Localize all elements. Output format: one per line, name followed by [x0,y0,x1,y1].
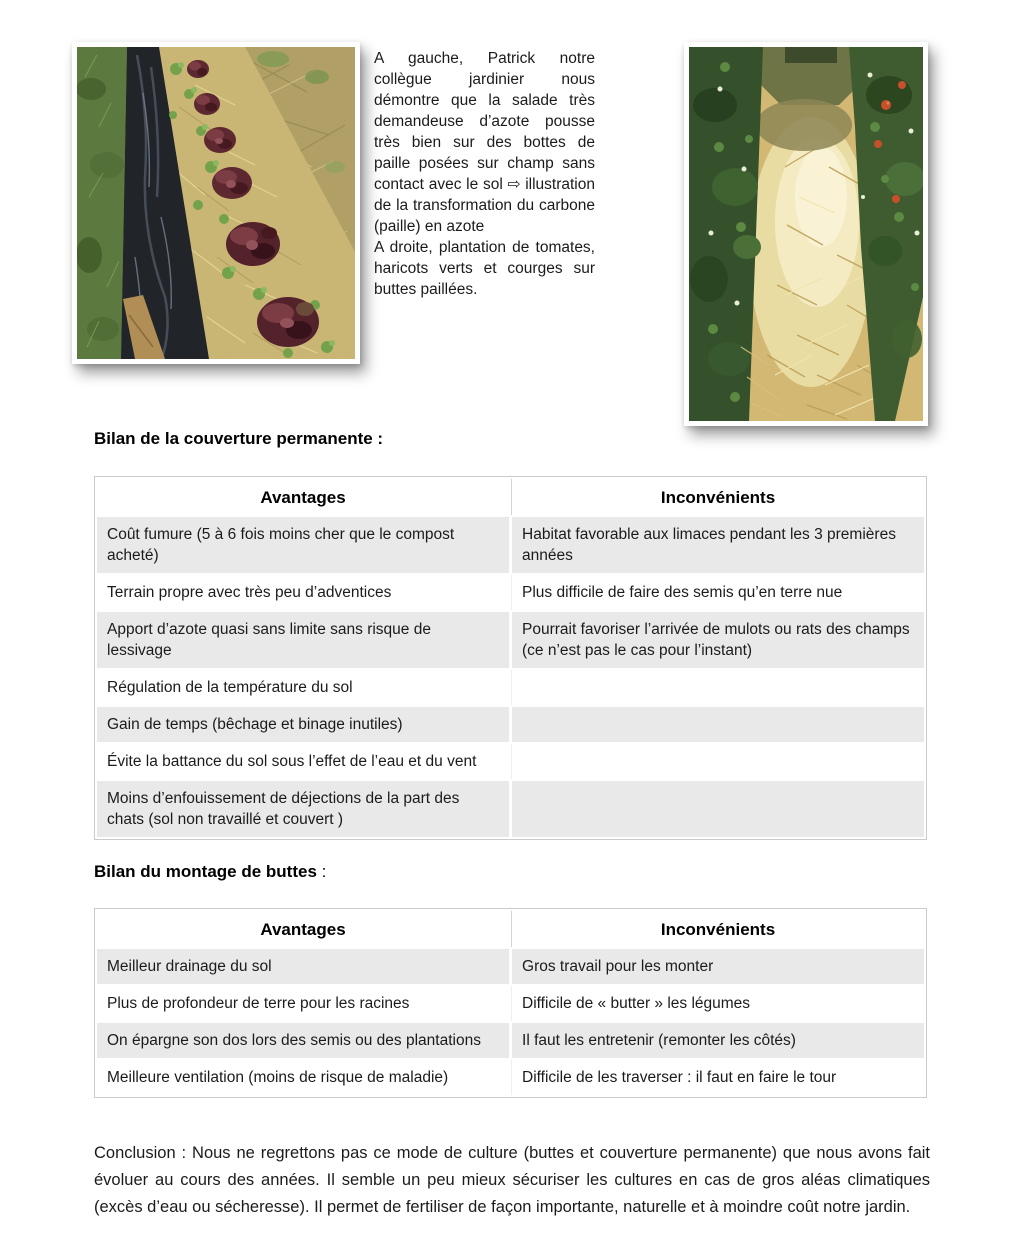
intro-paragraph-2: A droite, plantation de tomates, haricots verts et courges sur buttes paillées. [374,239,595,298]
cell-inconvenient [511,670,924,705]
cell-inconvenient: Habitat favorable aux limaces pendant les 3 premières années [511,517,924,573]
table-montage-buttes [94,908,927,1098]
table-row [97,707,924,742]
conclusion-paragraph: Conclusion : Nous ne regrettons pas ce mode de culture (buttes et couverture permanente) que nous avons fait évoluer au cours des années. Il semble un peu mieux sécuriser les cultures en cas de gros aléas climatiques (excès d’eau ou sécheresse). Il permet de fertiliser de façon importante, naturelle et à moindre coût notre jardin. [94,1144,930,1216]
intro-paragraph-1: A gauche, Patrick notre collègue jardinier nous démontre que la salade très demandeuse d’azote pousse très bien sur des bottes de paille posées sur champ sans contact avec le sol ⇨ illustration de la transformation du carbone (paille) en azote [374,50,595,235]
cell-avantage: Moins d’enfouissement de déjections de la part des chats (sol non travaillé et couvert ) [97,781,509,837]
cell-inconvenient: Gros travail pour les monter [511,949,924,984]
table-row [97,744,924,779]
table-header-row [97,911,924,947]
cell-inconvenient: Difficile de « butter » les légumes [511,986,924,1021]
cell-avantage: Meilleur drainage du sol [97,949,509,984]
cell-avantage: Gain de temps (bêchage et binage inutiles) [97,707,509,742]
table-header-row [97,479,924,515]
section-title-couverture-permanente [94,429,383,449]
section-title-colon: : [316,862,327,881]
cell-avantage: On épargne son dos lors des semis ou des plantations [97,1023,509,1058]
lettuce-straw-bed-illustration [77,47,355,359]
cell-inconvenient [511,744,924,779]
cell-inconvenient: Plus difficile de faire des semis qu’en terre nue [511,575,924,610]
table-couverture-permanente [94,476,927,840]
table-row [97,949,924,984]
table-row [97,781,924,837]
section-title-text: Bilan de la couverture permanente : [94,429,384,448]
cell-avantage: Plus de profondeur de terre pour les racines [97,986,509,1021]
column-header-inconvenients: Inconvénients [511,911,924,947]
cell-inconvenient: Pourrait favoriser l’arrivée de mulots ou rats des champs (ce n’est pas le cas pour l’instant) [511,612,924,668]
straw-path-illustration [689,47,923,421]
cell-avantage: Terrain propre avec très peu d’adventices [97,575,509,610]
table-row [97,575,924,610]
intro-text [374,48,595,300]
cell-inconvenient [511,781,924,837]
cell-avantage: Coût fumure (5 à 6 fois moins cher que le compost acheté) [97,517,509,573]
garden-photo-left [72,42,360,364]
cell-avantage: Régulation de la température du sol [97,670,509,705]
table-row [97,1023,924,1058]
cell-inconvenient [511,707,924,742]
table-row [97,517,924,573]
cell-avantage: Meilleure ventilation (moins de risque de maladie) [97,1060,509,1095]
column-header-avantages: Avantages [97,479,509,515]
table-row [97,1060,924,1095]
cell-avantage: Apport d’azote quasi sans limite sans risque de lessivage [97,612,509,668]
table-row [97,612,924,668]
table-row [97,670,924,705]
column-header-inconvenients: Inconvénients [511,479,924,515]
table-row [97,986,924,1021]
column-header-avantages: Avantages [97,911,509,947]
section-title-text: Bilan du montage de buttes [94,862,317,881]
cell-inconvenient: Il faut les entretenir (remonter les côtés) [511,1023,924,1058]
section-title-montage-buttes [94,862,326,882]
cell-avantage: Évite la battance du sol sous l’effet de l’eau et du vent [97,744,509,779]
cell-inconvenient: Difficile de les traverser : il faut en faire le tour [511,1060,924,1095]
garden-photo-right [684,42,928,426]
